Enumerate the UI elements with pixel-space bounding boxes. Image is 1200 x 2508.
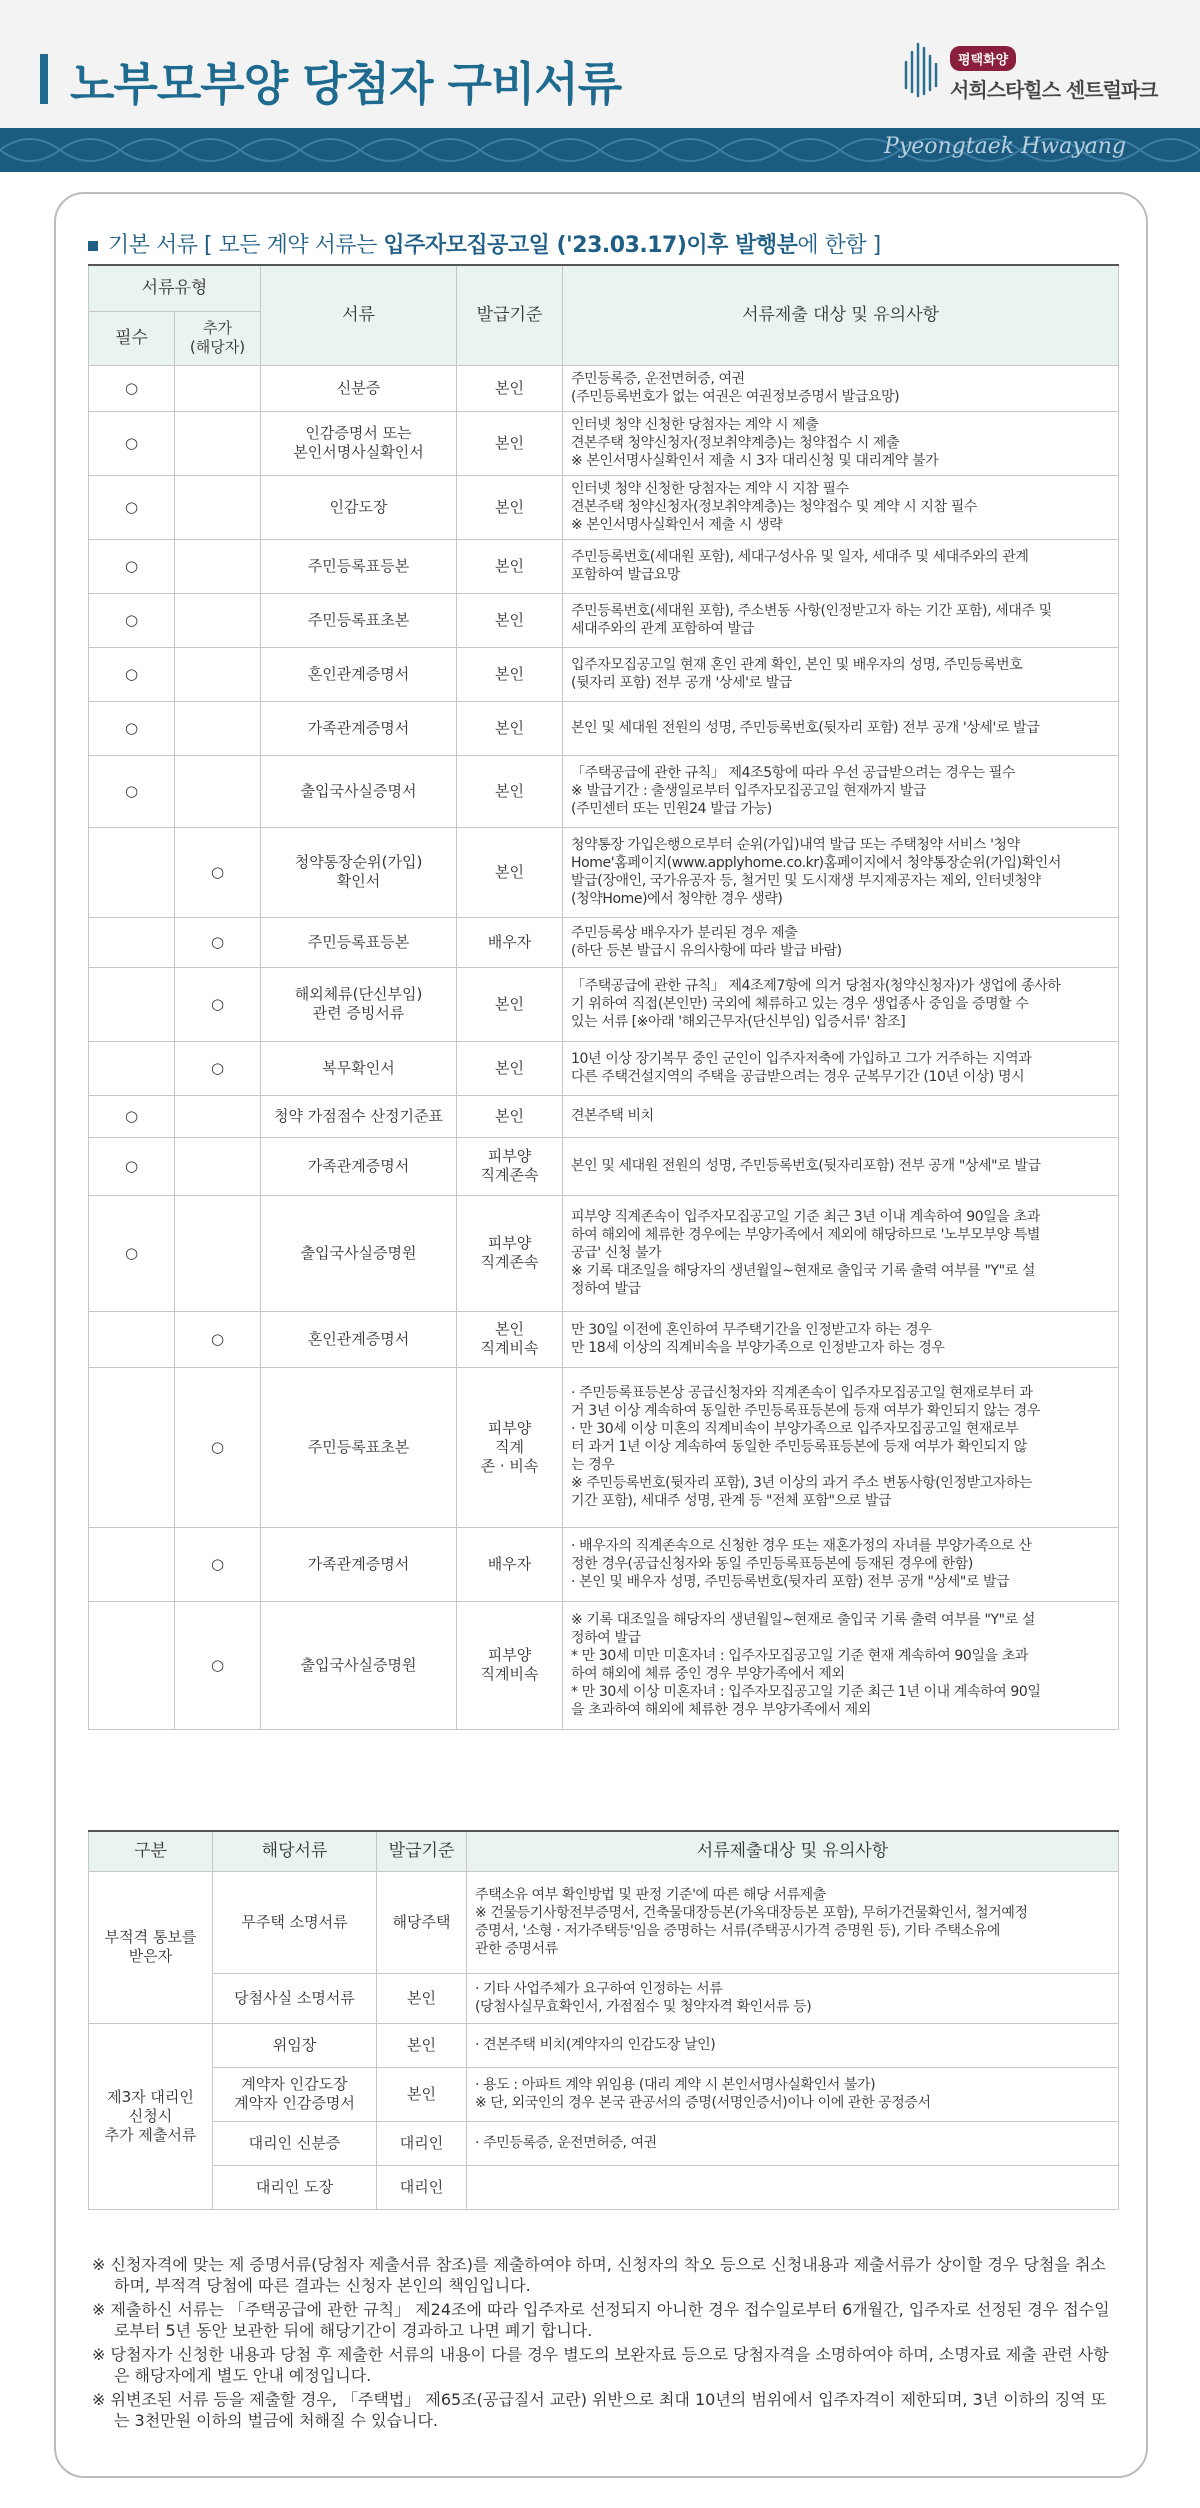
col-header-issuer: 발급기준 [457,265,563,365]
brand-logo [902,30,1162,120]
issuer: 본인 [457,755,563,827]
document-name: 당첨사실 소명서류 [213,1973,377,2023]
table-row [89,1367,1119,1527]
submission-note: 「주택공급에 관한 규칙」 제4조제7항에 의거 당첨자(청약신청자)가 생업에 종사하 기 위하여 직접(본인만) 국외에 체류하고 있는 경우 생업종사 중임을 증명할 수 있는 서류 [※아래 '해외근무자(단신부임) 입증서류' 참조] [563,967,1119,1041]
band-script-text: Pyeongtaek Hwayang [884,134,1126,159]
page-title: 노부모부양 당첨자 구비서류 [70,57,622,111]
issuer: 본인 [457,967,563,1041]
submission-note: 본인 및 세대원 전원의 성명, 주민등록번호(뒷자리 포함) 전부 공개 '상세'로 발급 [563,701,1119,755]
additional-mark [175,701,261,755]
footnote: ※ 위변조된 서류 등을 제출할 경우, 「주택법」 제65조(공급질서 교란) 위반으로 최대 10년의 범위에서 입주자격이 제한되며, 3년 이하의 징역 또는 3천만원 이하의 벌금에 처해질 수 있습니다. [92,2390,1107,2430]
submission-note: 입주자모집공고일 현재 혼인 관계 확인, 본인 및 배우자의 성명, 주민등록번호 (뒷자리 포함) 전부 공개 '상세'로 발급 [563,647,1119,701]
required-mark: ○ [89,593,175,647]
required-mark: ○ [89,411,175,475]
submission-note: · 주민등록표등본상 공급신청자와 직계존속이 입주자모집공고일 현재로부터 과 거 3년 이상 계속하여 동일한 주민등록표등본에 등재 여부가 확인되지 않는 경우 · 만 30세 이상 미혼의 직계비속이 부양가족으로 입주자모집공고일 현재로부 터 과거 1년 이상 계속하여 동일한 주민등록표등본에 등재 여부가 확인되지 않 는 경우 ※ 주민등록번호(뒷자리 포함), 3년 이상의 과거 주소 변동사항(인정받고자하는 기간 포함), 세대주 성명, 관계 등 "전체 포함"으로 발급 [563,1367,1119,1527]
submission-note: 10년 이상 장기복무 중인 군인이 입주자저축에 가입하고 그가 거주하는 지역과 다른 주택건설지역의 주택을 공급받으려는 경우 군복무기간 (10년 이상) 명시 [563,1041,1119,1095]
col-header-document: 서류 [261,265,457,365]
section-heading-prefix: 기본 서류 [ 모든 계약 서류는 [108,233,384,258]
col-header-type: 서류유형 [89,265,261,311]
additional-mark: ○ [175,1367,261,1527]
submission-note: · 기타 사업주체가 요구하여 인정하는 서류 (당첨사실무효확인서, 가점점수 및 청약자격 확인서류 등) [467,1973,1119,2023]
submission-note: 주민등록증, 운전면허증, 여권 (주민등록번호가 없는 여권은 여권정보증명서 발급요망) [563,365,1119,411]
issuer: 본인 [457,365,563,411]
submission-note: 주택소유 여부 확인방법 및 판정 기준'에 따른 해당 서류제출 ※ 건물등기사항전부증명서, 건축물대장등본(가옥대장등본 포함), 무허가건물확인서, 철거예정 증명서, '소형 · 저가주택등'임을 증명하는 서류(주택공시가격 증명원 등), 기타 주택소유에 관한 증명서류 [467,1871,1119,1973]
submission-note [467,2165,1119,2209]
issuer: 본인 직계비속 [457,1311,563,1367]
document-name: 대리인 신분증 [213,2121,377,2165]
issuer: 본인 [457,411,563,475]
additional-mark [175,539,261,593]
table-row [89,539,1119,593]
section-heading-suffix: 에 한함 ] [797,233,881,258]
issuer: 피부양 직계 존 · 비속 [457,1367,563,1527]
additional-mark: ○ [175,1527,261,1601]
table-row [89,917,1119,967]
issuer: 피부양 직계존속 [457,1137,563,1195]
footnote: ※ 제출하신 서류는 「주택공급에 관한 규칙」 제24조에 따라 입주자로 선정되지 아니한 경우 접수일로부터 6개월간, 입주자로 선정된 경우 접수일로부터 5년 동안 보관한 뒤에 해당기간이 경과하고 나면 폐기 합니다. [92,2300,1110,2340]
document-name: 혼인관계증명서 [261,647,457,701]
issuer: 본인 [457,1041,563,1095]
additional-mark: ○ [175,1601,261,1729]
logo-name: 서희스타힐스 센트럴파크 [950,78,1158,102]
basic-documents-body [89,365,1119,1729]
required-mark: ○ [89,475,175,539]
document-name: 가족관계증명서 [261,701,457,755]
submission-note: 주민등록번호(세대원 포함), 주소변동 사항(인정받고자 하는 기간 포함), 세대주 및 세대주와의 관계 포함하여 발급 [563,593,1119,647]
issuer: 피부양 직계존속 [457,1195,563,1311]
table-row [89,1871,1119,1973]
additional-mark [175,1137,261,1195]
table-row [89,1601,1119,1729]
submission-note: 만 30일 이전에 혼인하여 무주택기간을 인정받고자 하는 경우 만 18세 이상의 직계비속을 부양가족으로 인정받고자 하는 경우 [563,1311,1119,1367]
table-row [89,827,1119,917]
category-label: 부적격 통보를 받은자 [89,1871,213,2023]
required-mark: ○ [89,539,175,593]
logo-badge: 평택화양 [950,46,1016,71]
additional-documents-body [89,1871,1119,2209]
additional-mark [175,755,261,827]
table-row [89,2023,1119,2067]
issuer: 본인 [377,1973,467,2023]
additional-mark: ○ [175,827,261,917]
decorative-band [0,128,1200,172]
submission-note: 피부양 직계존속이 입주자모집공고일 기준 최근 3년 이내 계속하여 90일을 초과 하여 해외에 체류한 경우에는 부양가족에서 제외에 해당하므로 '노부모부양 특별 공급' 신청 불가 ※ 기록 대조일을 해당자의 생년월일~현재로 출입국 기록 출력 여부를 "Y"로 설 정하여 발급 [563,1195,1119,1311]
footnotes [92,2254,1116,2434]
submission-note: · 견본주택 비치(계약자의 인감도장 날인) [467,2023,1119,2067]
required-mark: ○ [89,365,175,411]
table-row [89,1041,1119,1095]
required-mark [89,1601,175,1729]
table-row [89,2067,1119,2121]
additional-documents-table [88,1830,1119,2210]
document-name: 청약통장순위(가입) 확인서 [261,827,457,917]
submission-note: 인터넷 청약 신청한 당첨자는 계약 시 제출 견본주택 청약신청자(정보취약계층)는 청약접수 시 제출 ※ 본인서명사실확인서 제출 시 3자 대리신청 및 대리계약 불가 [563,411,1119,475]
submission-note: 인터넷 청약 신청한 당첨자는 계약 시 지참 필수 견본주택 청약신청자(정보취약계층)는 청약접수 및 계약 시 지참 필수 ※ 본인서명사실확인서 제출 시 생략 [563,475,1119,539]
required-mark [89,1041,175,1095]
col-header-notes: 서류제출 대상 및 유의사항 [563,265,1119,365]
document-name: 주민등록표초본 [261,1367,457,1527]
table-row [89,365,1119,411]
additional-mark [175,365,261,411]
section-heading-emphasis: 입주자모집공고일 ('23.03.17)이후 발행분 [383,233,798,258]
additional-mark: ○ [175,967,261,1041]
document-name: 출입국사실증명서 [261,755,457,827]
additional-mark: ○ [175,1041,261,1095]
table-row [89,411,1119,475]
document-name: 복무확인서 [261,1041,457,1095]
submission-note: 「주택공급에 관한 규칙」 제4조5항에 따라 우선 공급받으려는 경우는 필수 ※ 발급기간 : 출생일로부터 입주자모집공고일 현재까지 발급 (주민센터 또는 민원24 발급 가능) [563,755,1119,827]
submission-note: 견본주택 비치 [563,1095,1119,1137]
additional-mark [175,411,261,475]
required-mark: ○ [89,647,175,701]
issuer: 본인 [457,647,563,701]
issuer: 본인 [457,475,563,539]
table-row [89,647,1119,701]
issuer: 본인 [457,539,563,593]
table-row [89,1095,1119,1137]
document-name: 대리인 도장 [213,2165,377,2209]
additional-mark [175,1095,261,1137]
document-name: 해외체류(단신부임) 관련 증빙서류 [261,967,457,1041]
document-name: 혼인관계증명서 [261,1311,457,1367]
table-row [89,1973,1119,2023]
required-mark: ○ [89,1137,175,1195]
document-name: 계약자 인감도장 계약자 인감증명서 [213,2067,377,2121]
document-name: 주민등록표등본 [261,917,457,967]
required-mark: ○ [89,1095,175,1137]
document-name: 청약 가점점수 산정기준표 [261,1095,457,1137]
required-mark [89,1311,175,1367]
additional-mark: ○ [175,1311,261,1367]
submission-note: · 주민등록증, 운전면허증, 여권 [467,2121,1119,2165]
issuer: 본인 [377,2067,467,2121]
col-header-issue-basis: 발급기준 [377,1831,467,1871]
table-row [89,1311,1119,1367]
table-row [89,1195,1119,1311]
required-mark [89,1367,175,1527]
col-header-target-document: 해당서류 [213,1831,377,1871]
square-bullet-icon [88,241,98,251]
required-mark: ○ [89,755,175,827]
document-name: 출입국사실증명원 [261,1601,457,1729]
additional-mark: ○ [175,917,261,967]
col-header-category: 구분 [89,1831,213,1871]
submission-note: 주민등록상 배우자가 분리된 경우 제출 (하단 등본 발급시 유의사항에 따라 발급 바람) [563,917,1119,967]
issuer: 대리인 [377,2121,467,2165]
issuer: 본인 [457,1095,563,1137]
logo-mark-icon [902,38,942,98]
issuer: 본인 [457,701,563,755]
additional-mark [175,593,261,647]
document-name: 인감도장 [261,475,457,539]
submission-note: 주민등록번호(세대원 포함), 세대구성사유 및 일자, 세대주 및 세대주와의 관계 포함하여 발급요망 [563,539,1119,593]
col-header-required: 필수 [89,311,175,365]
basic-documents-table [88,264,1119,1730]
footnote: ※ 신청자격에 맞는 제 증명서류(당첨자 제출서류 참조)를 제출하여야 하며, 신청자의 착오 등으로 신청내용과 제출서류가 상이할 경우 당첨을 취소하며, 부적격 당첨에 따른 결과는 신청자 본인의 책임입니다. [92,2255,1106,2295]
submission-note: 청약통장 가입은행으로부터 순위(가입)내역 발급 또는 주택청약 서비스 '청약 Home'홈페이지(www.applyhome.co.kr)홈페이지에서 청약통장순위(가입)확인서 발급(장애인, 국가유공자 등, 철거민 및 도시재생 부지제공자는 제외, 인터넷청약 (청약Home)에서 청약한 경우 생략) [563,827,1119,917]
col-header-additional: 추가 (해당자) [175,311,261,365]
issuer: 해당주택 [377,1871,467,1973]
issuer: 본인 [457,827,563,917]
additional-mark [175,475,261,539]
header [0,0,1200,128]
table-row [89,1137,1119,1195]
table-row [89,2121,1119,2165]
required-mark [89,827,175,917]
issuer: 배우자 [457,917,563,967]
footnote: ※ 당첨자가 신청한 내용과 당첨 후 제출한 서류의 내용이 다를 경우 별도의 보완자료 등으로 당첨자격을 소명하여야 하며, 소명자료 제출 관련 사항은 해당자에게 별도 안내 예정입니다. [92,2345,1109,2385]
required-mark [89,917,175,967]
submission-note: · 배우자의 직계존속으로 신청한 경우 또는 재혼가정의 자녀를 부양가족으로 산 정한 경우(공급신청자와 동일 주민등록표등본에 등재된 경우에 한함) · 본인 및 배우자 성명, 주민등록번호(뒷자리 포함) 전부 공개 "상세"로 발급 [563,1527,1119,1601]
submission-note: ※ 기록 대조일을 해당자의 생년월일~현재로 출입국 기록 출력 여부를 "Y"로 설 정하여 발급 * 만 30세 미만 미혼자녀 : 입주자모집공고일 기준 현재 계속하여 90일을 초과 하여 해외에 체류 중인 경우 부양가족에서 제외 * 만 30세 이상 미혼자녀 : 입주자모집공고일 기준 최근 1년 이내 계속하여 90일 을 초과하여 해외에 체류한 경우 부양가족에서 제외 [563,1601,1119,1729]
document-name: 신분증 [261,365,457,411]
table-row [89,475,1119,539]
document-name: 출입국사실증명원 [261,1195,457,1311]
document-name: 가족관계증명서 [261,1137,457,1195]
category-label: 제3자 대리인 신청시 추가 제출서류 [89,2023,213,2209]
document-name: 가족관계증명서 [261,1527,457,1601]
additional-mark [175,1195,261,1311]
table-row [89,755,1119,827]
issuer: 본인 [457,593,563,647]
issuer: 피부양 직계비속 [457,1601,563,1729]
section-heading [88,228,881,259]
document-name: 무주택 소명서류 [213,1871,377,1973]
table-row [89,1527,1119,1601]
title-accent-bar [40,54,48,104]
issuer: 배우자 [457,1527,563,1601]
required-mark [89,1527,175,1601]
table-row [89,2165,1119,2209]
table-row [89,701,1119,755]
document-name: 인감증명서 또는 본인서명사실확인서 [261,411,457,475]
issuer: 대리인 [377,2165,467,2209]
additional-mark [175,647,261,701]
required-mark: ○ [89,1195,175,1311]
table-row [89,967,1119,1041]
required-mark [89,967,175,1041]
submission-note: · 용도 : 아파트 계약 위임용 (대리 계약 시 본인서명사실확인서 불가) ※ 단, 외국인의 경우 본국 관공서의 증명(서명인증서)이나 이에 관한 공정증서 [467,2067,1119,2121]
document-name: 주민등록표등본 [261,539,457,593]
issuer: 본인 [377,2023,467,2067]
table-row [89,593,1119,647]
document-name: 위임장 [213,2023,377,2067]
submission-note: 본인 및 세대원 전원의 성명, 주민등록번호(뒷자리포함) 전부 공개 "상세"로 발급 [563,1137,1119,1195]
required-mark: ○ [89,701,175,755]
document-name: 주민등록표초본 [261,593,457,647]
col-header-submission-notes: 서류제출대상 및 유의사항 [467,1831,1119,1871]
